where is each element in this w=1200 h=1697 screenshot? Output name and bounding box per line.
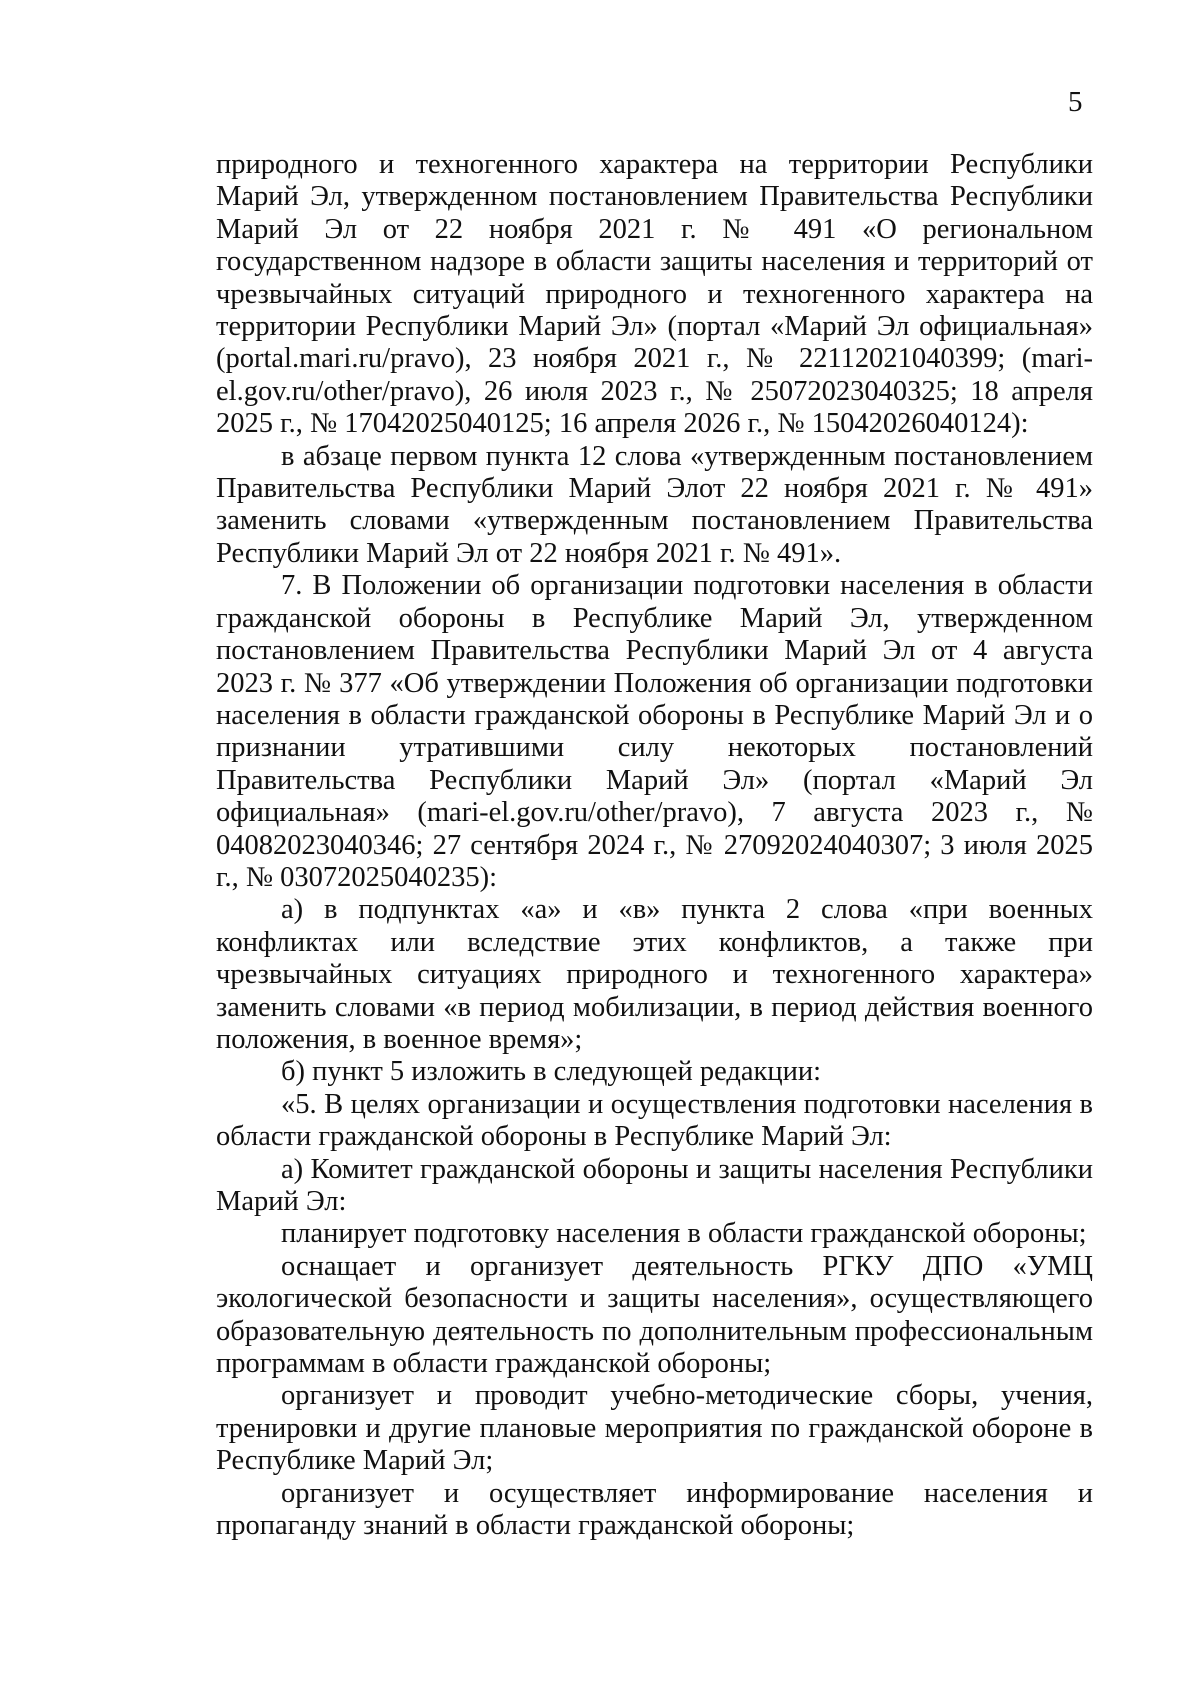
paragraph-organizes-exercises: организует и проводит учебно-методические сборы, учения, тренировки и другие плановые мероприятия по гражданской обороне в Республике Марий Эл;	[216, 1380, 1093, 1477]
paragraph-subitem-b: б) пункт 5 изложить в следующей редакции:	[281, 1056, 822, 1088]
document-body	[216, 149, 1093, 1542]
paragraph-committee: а) Комитет гражданской обороны и защиты населения Республики Марий Эл:	[216, 1153, 1093, 1217]
paragraph-informs-population: организует и осуществляет информирование населения и пропаганду знаний в области гражданской обороны;	[216, 1477, 1093, 1542]
paragraph-plans-training: планирует подготовку населения в области гражданской обороны;	[281, 1218, 1087, 1250]
page-number: 5	[1068, 86, 1083, 118]
paragraph-equips-center: оснащает и организует деятельность РГКУ ДПО «УМЦ экологической безопасности и защиты населения», осуществляющего образовательную деятельность по дополнительным профессиональным программам в области гражданской обороны;	[216, 1250, 1093, 1380]
paragraph-amendment-item-12: в абзаце первом пункта 12 слова «утвержденным постановлением Правительства Республики Марий Элот 22 ноября 2021 г. № 491» заменить словами «утвержденным постановлением Правительства Республики Марий Эл от 22 ноября 2021 г. № 491».	[216, 440, 1093, 569]
paragraph-point-5: «5. В целях организации и осуществления подготовки населения в области гражданской обороны в Республике Марий Эл:	[216, 1088, 1093, 1153]
paragraph-subitem-a: а) в подпунктах «а» и «в» пункта 2 слова «при военных конфликтах или вследствие этих конфликтов, а также при чрезвычайных ситуациях природного и техногенного характера» заменить словами «в период мобилизации, в период действия военного положения, в военное время»;	[216, 894, 1093, 1055]
paragraph-continuation: природного и техногенного характера на территории Республики Марий Эл, утвержденном постановлением Правительства Республики Марий Эл от 22 ноября 2021 г. № 491 «О региональном государственном надзоре в области защиты населения и территорий от чрезвычайных ситуаций природного и техногенного характера на территории Республики Марий Эл» (портал «Марий Эл официальная» (portal.mari.ru/pravo), 23 ноября 2021 г., № 22112021040399; (mari-el.gov.ru/other/pravo), 26 июля 2023 г., № 25072023040325; 18 апреля 2025 г., № 17042025040125; 16 апреля 2026 г., № 15042026040124):	[216, 149, 1093, 440]
paragraph-section-7: 7. В Положении об организации подготовки населения в области гражданской обороны в Республике Марий Эл, утвержденном постановлением Правительства Республики Марий Эл от 4 августа 2023 г. № 377 «Об утверждении Положения об организации подготовки населения в области гражданской обороны в Республике Марий Эл и о признании утратившими силу некоторых постановлений Правительства Республики Марий Эл» (портал «Марий Эл официальная» (mari-el.gov.ru/other/pravo), 7 августа 2023 г., № 04082023040346; 27 сентября 2024 г., № 27092024040307; 3 июля 2025 г., № 03072025040235):	[216, 570, 1093, 893]
